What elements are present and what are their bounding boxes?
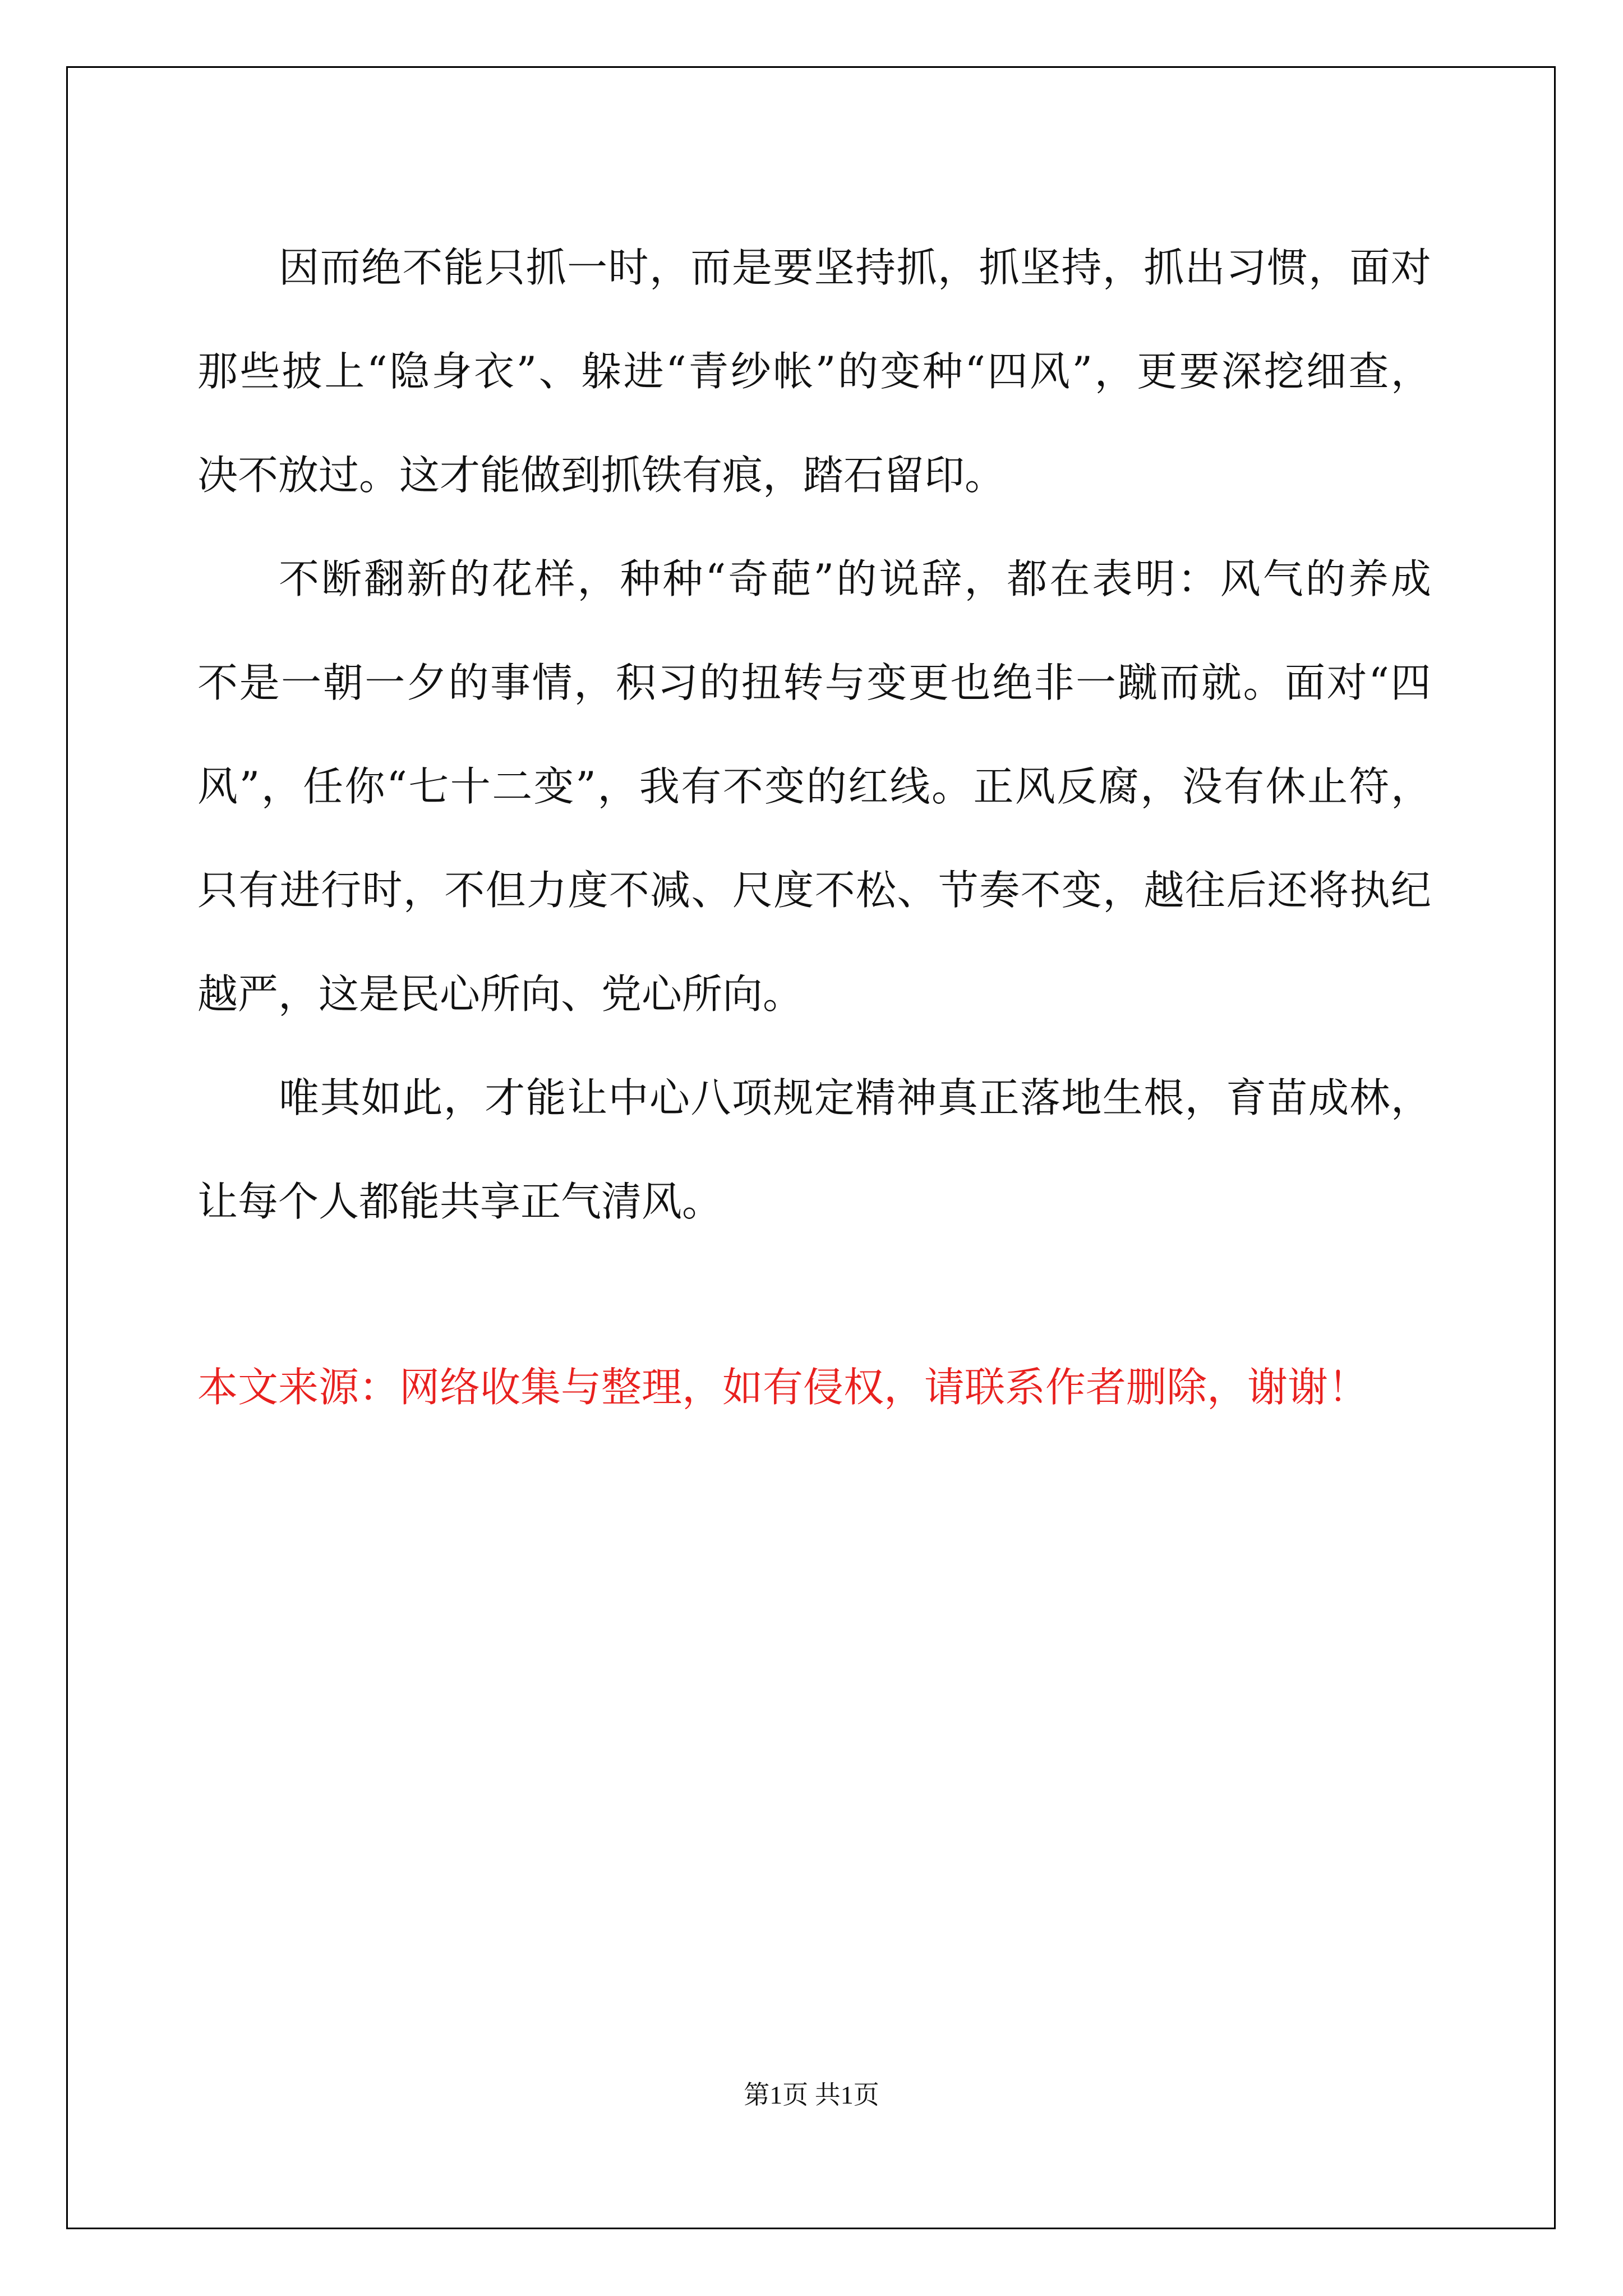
page-footer: 第1页 共1页: [744, 2081, 879, 2109]
paragraph-2-line-5: 越严，这是民心所向、党心所向。: [197, 970, 804, 1018]
paragraph-2-line-2: 不 是 一 朝 一 夕 的 事 情 ， 积 习 的 扭 转 与 变 更 也 绝 非 一 蹴 而 就 。 面 对 “ 四: [197, 659, 1431, 706]
paragraph-2-line-4: 只 有 进 行 时 ， 不 但 力 度 不 减 、 尺 度 不 松 、 节 奏 不 变 ， 越 往 后 还 将 执 纪: [197, 867, 1431, 914]
paragraph-1-line-2: 那 些 披 上 “ 隐 身 衣 ” 、 躲 进 “ 青 纱 帐 ” 的 变 种 “ 四 风 ” ， 更 要 深 挖 细 查 ，: [197, 348, 1431, 395]
paragraph-3-line-2: 让每个人都能共享正气清风。: [197, 1178, 723, 1225]
source-note: 本文来源：网络收集与整理，如有侵权，请联系作者删除，谢谢！: [197, 1364, 1369, 1411]
document-body: [197, 216, 1431, 1254]
paragraph-3-line-1: 唯 其 如 此 ， 才 能 让 中 心 八 项 规 定 精 神 真 正 落 地 生 根 ， 育 苗 成 林 ，: [279, 1074, 1431, 1121]
paragraph-2-line-1: 不 断 翻 新 的 花 样 ， 种 种 “ 奇 葩 ” 的 说 辞 ， 都 在 表 明 ： 风 气 的 养 成: [279, 555, 1431, 602]
paragraph-1-line-3: 决不放过。这才能做到抓铁有痕，踏石留印。: [197, 452, 1006, 499]
paragraph-2-line-3: 风 ” ， 任 你 “ 七 十 二 变 ” ， 我 有 不 变 的 红 线 。 正 风 反 腐 ， 没 有 休 止 符 ，: [197, 763, 1431, 810]
paragraph-1-line-1: 因 而 绝 不 能 只 抓 一 时 ， 而 是 要 坚 持 抓 ， 抓 坚 持 ， 抓 出 习 惯 ， 面 对: [279, 244, 1431, 291]
